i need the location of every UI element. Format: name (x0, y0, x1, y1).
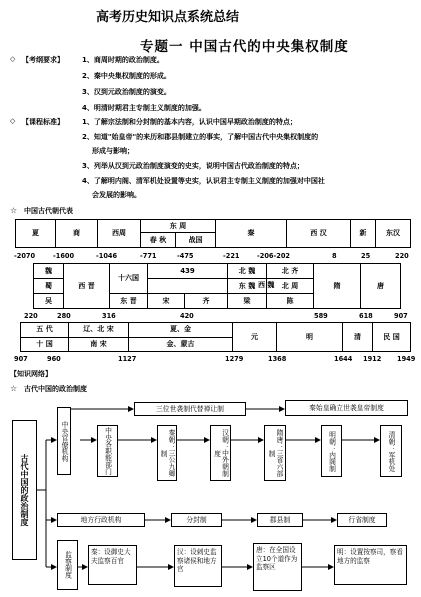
standard-marker: ◇ (10, 117, 16, 125)
dynasty-cell: 蜀 (34, 279, 64, 294)
dynasty-cell: 夏 (16, 220, 56, 248)
dynasty-cell: 五 代 (21, 323, 69, 338)
dynasty-cell: 战国 (176, 233, 216, 248)
dynasty-cell: 吴 (34, 294, 64, 309)
year-label: 1644 (334, 355, 353, 363)
dynasty-cell: 明 (277, 323, 343, 352)
year-label: -1046 (96, 252, 118, 260)
local-box: 地方行政机构 (57, 513, 145, 527)
star-icon: ☆ (10, 384, 18, 393)
year-label: 907 (394, 312, 408, 320)
dynasty-cell: 东 晋 (110, 294, 148, 309)
local-chain-box: 郡县制 (257, 513, 303, 527)
dynasty-cell: 北 齐 (267, 264, 314, 279)
central-chain-box: 汉朝：中外朝制度 (210, 425, 231, 481)
supervision-chain-box: 汉：设刺史监察诸侯和地方官 (174, 545, 222, 587)
exam-tag: 【考纲要求】 (22, 56, 64, 64)
dynasty-cell: 元 (233, 323, 277, 352)
exam-marker: ◇ (10, 55, 16, 63)
dynasty-cell: 齐 (185, 294, 228, 309)
dynasty-cell: 西 晋 (64, 264, 110, 309)
page-subtitle: 专题一 中国古代的中央集权制度 (140, 39, 349, 55)
politics-heading: 古代中国的政治制度 (24, 385, 87, 393)
standard-item: 4、了解明内阁、清军机处设置等史实，认识君主专制主义制度的加强对中国社 (82, 177, 325, 185)
year-label: -2070 (14, 252, 36, 260)
year-label: -475 (177, 252, 194, 260)
dynasty-cell: 439 (148, 264, 228, 279)
year-label: 1127 (118, 355, 137, 363)
year-label: -206-202 (257, 252, 291, 260)
dynasty-cell: 东汉 (376, 220, 411, 248)
dynasty-cell: 辽、北 宋 (69, 323, 129, 338)
dynasty-heading: 中国古代朝代表 (24, 207, 73, 215)
exam-item: 3、汉到元政治制度的演变。 (82, 88, 171, 96)
dynasty-cell: 东 周 (141, 220, 216, 233)
dynasty-cell: 西 汉 (287, 220, 351, 248)
year-label: 1279 (225, 355, 244, 363)
year-label: 1912 (363, 355, 382, 363)
dynasty-cell: 清 (343, 323, 373, 352)
local-chain-box: 行省制度 (337, 513, 387, 527)
dynasty-cell: 西 魏 (258, 281, 275, 289)
standard-item: 1、了解宗法制和分封制的基本内容，认识中国早期政治制度的特点； (82, 118, 297, 126)
year-label: 589 (314, 312, 328, 320)
dynasty-cell: 梁 (228, 294, 267, 309)
supervision-chain-box: 秦：设御史大夫监察百官 (88, 545, 137, 585)
dynasty-cell: 新 (351, 220, 376, 248)
supervision-chain-box: 唐：在全国设立10个道作为监察区 (253, 543, 302, 591)
year-label: 618 (359, 312, 373, 320)
dynasty-cell: 宋 (148, 294, 185, 309)
year-label: 1949 (397, 355, 416, 363)
year-label: 220 (24, 312, 38, 320)
year-label: -1600 (53, 252, 75, 260)
central-chain-box: 隋唐：三省六部制 (264, 425, 286, 481)
year-label: 960 (47, 355, 61, 363)
network-heading: 【知识网络】 (10, 370, 52, 378)
dynasty-cell: 秦 (216, 220, 287, 248)
exam-item: 1、商周时期的政治制度。 (82, 56, 164, 64)
year-label: -771 (140, 252, 157, 260)
central-chain-box: 秦朝：三公九卿制 (157, 425, 177, 481)
supervision-chain-box: 明：设置按察司，察看地方的监察 (334, 545, 407, 585)
dynasty-cell: 民 国 (373, 323, 411, 352)
dynasty-cell: 东 魏 (228, 279, 267, 294)
year-label: 25 (361, 252, 371, 260)
supervision-box: 监察制度 (57, 540, 78, 590)
dynasty-cell: 西周 (98, 220, 141, 248)
year-label: 420 (180, 312, 194, 320)
central-box: 中央官僚机构 (57, 407, 71, 475)
dynasty-cell: 隋 (314, 264, 361, 309)
standard-item: 3、列举从汉到元政治制度演变的史实，说明中国古代政治制度的特点； (82, 162, 304, 170)
standard-item: 会发展的影响。 (92, 191, 141, 199)
local-chain-box: 分封制 (171, 513, 222, 527)
dynasty-cell: 魏 (34, 264, 64, 279)
standard-item: 形成与影响； (92, 147, 134, 155)
dynasty-cell: 夏、金 (129, 323, 233, 338)
central-chain-box: 中央各职能部门 (97, 425, 118, 477)
dynasty-cell: 北 魏 (228, 264, 267, 279)
central-chain-box: 清朝：军机处 (380, 425, 402, 477)
dynasty-cell: 十 国 (21, 337, 69, 352)
dynasty-cell: 陈 (267, 294, 314, 309)
succession-box: 三位世袭制代替禅让制 (134, 402, 246, 416)
year-label: -221 (223, 252, 240, 260)
year-label: 1368 (268, 355, 287, 363)
year-label: 280 (57, 312, 71, 320)
standard-item: 2、知道"始皇帝"的来历和郡县制建立的事实，了解中国古代中央集权制度的 (82, 133, 319, 141)
exam-item: 2、秦中央集权制度的形成。 (82, 72, 171, 80)
page-title: 高考历史知识点系统总结 (96, 10, 240, 25)
star-icon: ☆ (10, 206, 18, 215)
year-label: 8 (332, 252, 337, 260)
year-label: 316 (102, 312, 116, 320)
dynasty-cell: 北 周 (267, 279, 314, 294)
dynasty-cell: 南 宋 (69, 337, 129, 352)
central-chain-box: 明朝：内阁制 (321, 425, 342, 477)
dynasty-cell: 商 (56, 220, 98, 248)
dynasty-cell: 金、蒙古 (129, 337, 233, 352)
root-box: 古代中国的政治制度 (12, 420, 37, 560)
year-label: 907 (14, 355, 28, 363)
dynasty-cell: 春 秋 (141, 233, 176, 248)
dynasty-cell: 十六国 (110, 264, 148, 294)
hereditary-box: 秦始皇确立世袭皇帝制度 (285, 400, 408, 416)
exam-item: 4、明清时期君主专制主义制度的加强。 (82, 104, 206, 112)
year-label: 220 (395, 252, 409, 260)
standard-tag: 【课程标准】 (22, 118, 64, 126)
dynasty-cell: 唐 (361, 264, 401, 309)
